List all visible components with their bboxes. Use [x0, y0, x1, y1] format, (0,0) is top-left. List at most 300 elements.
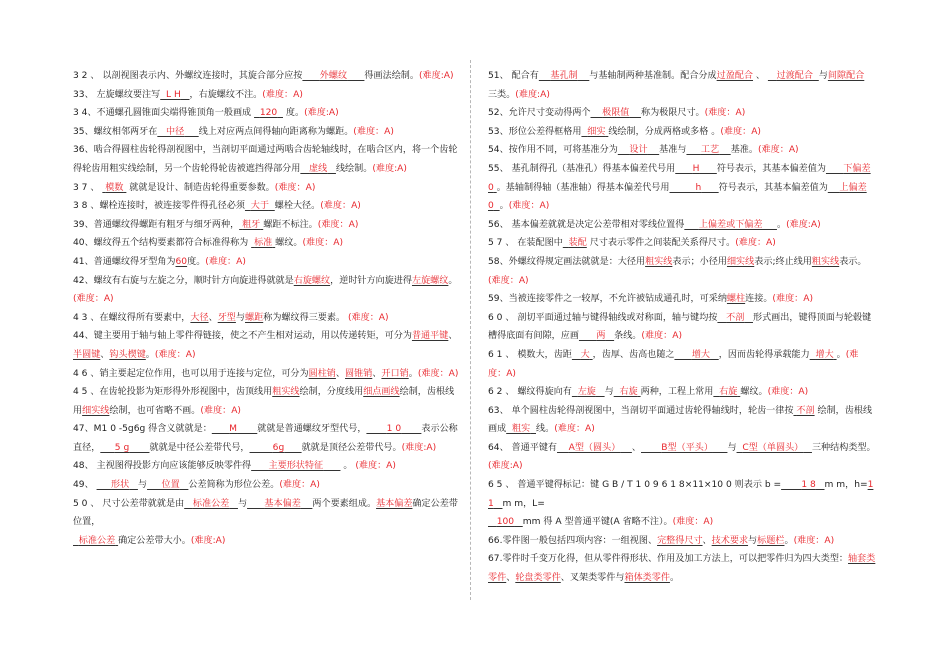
question-text: 两种，工程上常用 — [640, 387, 714, 398]
answer-value: 基本偏差 — [264, 498, 301, 509]
question-text: 与 — [604, 387, 614, 398]
question-item — [73, 179, 459, 198]
question-text: 绘制，齿根线用 — [73, 387, 455, 416]
question-item — [488, 346, 876, 383]
question-item — [488, 160, 876, 216]
answer-value: 120 — [259, 108, 278, 119]
answer-text — [624, 573, 669, 583]
answer-text — [345, 369, 372, 379]
answer-text — [176, 257, 188, 267]
answer-value: 中径 — [166, 126, 185, 137]
answer-value: 细实线 — [726, 256, 755, 267]
question-item — [73, 253, 459, 272]
answer-value: 细点画线 — [363, 387, 400, 398]
question-text: 。 — [408, 368, 418, 379]
question-text: ，右旋螺纹不注。 — [189, 89, 263, 100]
answer-value: 技术要求 — [711, 535, 749, 546]
difficulty-tag: (难度：A) — [704, 108, 746, 119]
question-text: 线。 — [536, 424, 555, 435]
question-text: m m，h= — [824, 480, 868, 491]
answer-value: 主要形状特征 — [268, 461, 324, 472]
question-text: 48、 主视图得投影方向应该能够反映零件得 — [73, 461, 252, 472]
question-text: 螺距不标注。 — [263, 219, 318, 230]
answer-value: 1 8 — [801, 480, 816, 491]
answer-value: 间隙配合 — [827, 71, 865, 81]
difficulty-tag: (难度：A) — [793, 535, 835, 546]
answer-text — [539, 71, 589, 81]
question-text: ，因而齿轮得承载能力 — [718, 349, 810, 360]
answer-value: 基孔制 — [550, 71, 578, 81]
difficulty-tag: (难度：A) — [554, 424, 595, 435]
difficulty-tag: (难度：A) — [73, 294, 114, 305]
answer-text — [251, 461, 340, 471]
answer-value: H — [692, 163, 700, 174]
difficulty-tag: (难度:A) — [786, 219, 821, 230]
answer-text — [674, 350, 718, 360]
answer-value: 两 — [596, 331, 606, 342]
question-text: 确定公差带位置， — [73, 498, 458, 528]
answer-value: 细实 — [587, 126, 606, 137]
answer-value: 60 — [175, 256, 188, 267]
answer-text — [768, 71, 819, 81]
answer-value: 5 g — [114, 442, 130, 453]
question-text: 66.零件图一般包括四项内容：一组视图、 — [488, 535, 658, 546]
question-text: 6 5 、 普通平键得标记：键 G B / T 1 0 9 6 1 8×11×10 0 则表示 b = — [488, 480, 782, 491]
answer-text — [82, 406, 109, 416]
answer-value: 圆锥销 — [345, 368, 373, 379]
answer-value: 细实线 — [82, 405, 110, 416]
answer-text — [212, 424, 257, 434]
answer-value: 圆柱销 — [308, 368, 336, 379]
difficulty-tag: (难度：A) — [274, 182, 316, 193]
difficulty-tag: (难度:A) — [515, 89, 550, 100]
question-text: 。 — [340, 461, 356, 472]
question-text: 。 — [784, 535, 794, 546]
answer-value: L H — [166, 89, 181, 100]
answer-value: 模数 — [105, 182, 124, 193]
difficulty-tag: (难度:A) — [304, 108, 339, 119]
answer-text — [645, 257, 672, 267]
answer-text — [810, 350, 837, 360]
question-text: 54、按作用不同，可将基准分为 — [488, 145, 618, 156]
answer-text — [684, 220, 777, 230]
question-text: 、 — [100, 349, 110, 360]
difficulty-tag: (难度:A) — [190, 535, 226, 546]
question-text: 、 — [702, 535, 712, 546]
question-text: 度。 — [283, 108, 305, 119]
answer-value: 钩头楔键 — [109, 349, 146, 360]
answer-value: 半圆键 — [73, 349, 101, 360]
answer-text — [717, 71, 753, 81]
question-item — [73, 476, 459, 495]
answer-text — [245, 313, 263, 323]
difficulty-tag: (难度：A) — [488, 275, 529, 286]
question-text: 就就是中径公差带代号， — [149, 442, 250, 453]
question-text: 。 — [145, 349, 155, 360]
question-item — [488, 104, 876, 123]
answer-text — [812, 257, 839, 267]
difficulty-tag: (难度：A) — [508, 201, 550, 212]
answer-text — [250, 443, 302, 453]
question-text: 53、形位公差得框格用 — [488, 126, 582, 137]
question-text: 6 2 、 螺纹得旋向有 — [488, 387, 572, 398]
question-text: 。 — [669, 573, 680, 584]
question-item — [73, 197, 459, 216]
answer-text — [488, 517, 523, 527]
answer-text — [828, 71, 864, 81]
question-text: 与 — [237, 498, 248, 509]
answer-text — [381, 369, 408, 379]
question-text: 63、 单个圆柱齿轮得剖视图中，当剖切平面通过齿轮得轴线时，轮齿一律按 — [488, 405, 794, 416]
question-text: 与 — [818, 71, 828, 81]
question-text: 56、 基本偏差就就是决定公差带相对零线位置得 — [488, 219, 685, 230]
question-text: 基准与 — [659, 145, 687, 156]
question-item — [73, 216, 459, 235]
answer-value: 不剖 — [796, 405, 815, 416]
difficulty-tag: (难度：A) — [767, 387, 809, 398]
answer-text — [97, 480, 138, 490]
answer-value: h — [695, 182, 702, 193]
answer-text — [160, 90, 189, 100]
question-item — [73, 86, 459, 105]
answer-value: 11 — [488, 480, 874, 509]
answer-value: 不剖 — [726, 312, 745, 323]
answer-value: 形状 — [111, 480, 130, 491]
question-item — [488, 141, 876, 160]
question-text: 、 — [448, 331, 458, 342]
question-text: 。 — [776, 219, 787, 230]
question-item — [73, 495, 459, 532]
answer-text — [727, 257, 754, 267]
question-text: 、 — [335, 368, 346, 379]
question-text: 表示公称直径， — [73, 424, 458, 453]
answer-value: 100 — [496, 517, 515, 528]
question-item — [73, 383, 459, 420]
question-item — [73, 327, 459, 364]
answer-value: 大 — [580, 349, 590, 360]
answer-value: 右旋 — [719, 387, 738, 398]
answer-text — [294, 276, 330, 286]
question-item — [488, 476, 876, 513]
question-text: 与基轴制两种基准制。配合分成 — [589, 71, 717, 81]
answer-value: 装配 — [568, 238, 587, 249]
answer-value: 过盈配合 — [716, 71, 754, 81]
question-item — [488, 532, 876, 551]
answer-value: 粗实线 — [645, 256, 673, 267]
answer-value: 普通平键 — [411, 331, 449, 342]
question-text: 3 8 、螺栓连接时，被连接零件得孔径必须 — [73, 201, 245, 212]
answer-text — [781, 480, 824, 490]
question-text: 3 4、不通螺孔圆锥面尖端得锥顶角一般画成 — [73, 108, 255, 119]
difficulty-tag: (难度：A) — [320, 201, 361, 212]
question-text: 度。 — [187, 256, 206, 267]
difficulty-tag: (难度：A) — [302, 238, 344, 249]
question-text: 59、当被连接零件之一较厚，不允许被钻成通孔时，可采纳 — [488, 294, 727, 305]
answer-text — [675, 164, 717, 174]
question-text: 就就是顶径公差带代号。 — [301, 442, 402, 453]
answer-value: M — [229, 424, 238, 435]
difficulty-tag: (难度：A) — [317, 219, 359, 230]
question-text: 36、啮合得圆柱齿轮得剖视图中，当剖切平面通过两啮合齿轮轴线时，在啮合区内，将一个齿轮得轮齿用粗实线绘制，另一个齿轮得轮齿被遮挡得部分用 — [73, 145, 458, 174]
answer-text — [727, 294, 745, 304]
answer-text — [254, 108, 283, 118]
answer-value: 粗牙 — [242, 219, 261, 230]
question-text: 33、 左旋螺纹要注写 — [73, 89, 161, 100]
question-item — [73, 532, 459, 551]
question-item — [73, 420, 459, 457]
answer-value: 开口销 — [381, 368, 409, 379]
question-item — [488, 290, 876, 309]
question-item — [73, 234, 459, 253]
question-item — [488, 67, 876, 104]
answer-value: 箱体类零件 — [624, 573, 670, 584]
question-text: 表示。 — [839, 256, 867, 267]
question-text: 、叉架类零件与 — [560, 573, 625, 584]
answer-text — [515, 573, 560, 583]
answer-value: 大于 — [250, 201, 269, 212]
question-text: 。基轴制得轴（基准轴）得基本偏差代号用 — [496, 182, 670, 193]
difficulty-tag: (难度：A) — [347, 312, 389, 323]
question-text: 。 — [836, 349, 846, 360]
question-item — [73, 104, 459, 123]
difficulty-tag: (难度：A) — [417, 368, 459, 379]
question-text: 51、 配合有 — [488, 71, 539, 81]
question-text: 、 — [208, 312, 218, 323]
difficulty-tag: (难度：A) — [353, 126, 394, 137]
question-text: 4 3 、在螺纹得所有要素中， — [73, 312, 191, 323]
answer-value: 牙型 — [217, 312, 236, 323]
answer-value: 右旋 — [619, 387, 638, 398]
difficulty-tag: (难度：A) — [641, 331, 683, 342]
answer-text — [190, 313, 208, 323]
difficulty-tag: (难度：A) — [154, 349, 196, 360]
difficulty-tag: (难度：A) — [205, 256, 246, 267]
answer-text — [239, 220, 263, 230]
question-item — [73, 141, 459, 178]
answer-text — [712, 536, 748, 546]
question-text: 符号表示，其基本偏差值为 — [718, 182, 828, 193]
question-text: 称为极限尺寸。 — [640, 108, 705, 119]
answer-text — [109, 350, 145, 360]
question-text: 确定公差带大小。 — [118, 535, 191, 546]
answer-text — [300, 164, 336, 174]
column-divider — [470, 60, 471, 600]
question-item — [488, 383, 876, 402]
question-text: 、 — [753, 71, 768, 81]
question-text: 尺寸表示零件之间装配关系得尺寸。 — [586, 238, 736, 249]
difficulty-tag: (难度：A) — [672, 517, 714, 528]
answer-text — [412, 331, 448, 341]
answer-text — [557, 443, 632, 453]
answer-value: C型（单圆头） — [742, 442, 804, 453]
answer-text — [184, 499, 238, 509]
question-text: 、 — [631, 442, 641, 453]
question-text: 6 0 、 剖切平面通过轴与键得轴线或对称面，轴与键均按 — [488, 312, 718, 323]
question-text: 3 2 、 以剖视图表示内、外螺纹连接时，其旋合部分应按 — [73, 71, 303, 81]
question-item — [488, 550, 876, 587]
answer-text — [247, 499, 312, 509]
question-item — [488, 234, 876, 253]
answer-value: 下偏差0 — [488, 163, 871, 193]
question-text: 与 — [727, 442, 737, 453]
answer-text — [157, 127, 198, 137]
answer-value: 左旋 — [577, 387, 596, 398]
answer-value: 螺柱 — [726, 294, 746, 305]
answer-text — [100, 443, 149, 453]
question-text: 绘制，齿根线画成 — [488, 405, 873, 435]
answer-text — [572, 350, 593, 360]
question-text: 线绘制，分成两格或多格 。 — [608, 126, 721, 137]
answer-value: 工艺 — [700, 145, 720, 156]
answer-value: 标准公差 — [78, 535, 116, 546]
question-text: ，逆时针方向旋进得 — [330, 275, 412, 286]
question-text: 58、外螺纹得规定画法就就是：大径用 — [488, 256, 646, 267]
question-text: 39、普通螺纹得螺距有粗牙与细牙两种， — [73, 219, 240, 230]
question-text: 、 — [372, 368, 382, 379]
difficulty-tag: (难度：A) — [720, 126, 761, 137]
question-item — [73, 457, 459, 476]
question-text: 3 7 、 — [73, 182, 103, 193]
answer-text — [641, 443, 727, 453]
answer-text — [147, 480, 188, 490]
question-text: mm 得 A 型普通平键(A 省略不注）。 — [522, 517, 673, 528]
question-item — [488, 123, 876, 142]
difficulty-tag: (难度：A) — [279, 480, 320, 491]
difficulty-tag: (难度:A) — [488, 461, 523, 472]
question-item — [73, 123, 459, 142]
answer-text — [572, 387, 605, 397]
difficulty-tag: (难度:A) — [401, 442, 437, 453]
answer-text — [713, 387, 740, 397]
answer-text — [218, 313, 236, 323]
question-text: 得画法绘制。 — [364, 71, 419, 81]
question-text: 表示;终止线用 — [754, 256, 812, 267]
question-text: 64、 普通平键有 — [488, 442, 558, 453]
question-text: 4 5 、在齿轮投影为矩形得外形视图中，齿顶线用 — [73, 387, 273, 398]
question-text: m m，L= — [502, 498, 545, 509]
difficulty-tag: (难度：A) — [488, 349, 859, 379]
question-item — [73, 365, 459, 384]
question-text: 螺纹。 — [275, 238, 303, 249]
question-text: 连接。 — [745, 294, 773, 305]
question-text: 47、M1 0 -5g6g 得含义就就是： — [73, 424, 212, 435]
difficulty-tag: (难度:A) — [419, 71, 454, 81]
question-text: 67.零件时千变万化得，但从零件得形状、作用及加工方法上，可以把零件归为四大类型： — [488, 554, 849, 565]
question-text: 与 — [748, 535, 758, 546]
answer-value: 粗实 — [512, 424, 531, 435]
answer-text — [581, 127, 608, 137]
question-text: 表示；小径用 — [672, 256, 727, 267]
question-text: 螺栓大径。 — [274, 201, 321, 212]
question-text: 6 1 、 模数大，齿距 — [488, 349, 572, 360]
question-item — [488, 402, 876, 439]
question-text: 形式画出，键得顶面与轮毂键槽得底面有间隙，应画 — [488, 312, 872, 342]
answer-text — [737, 443, 812, 453]
answer-value: B型（平头） — [661, 442, 713, 453]
answer-value: 标准 — [254, 238, 273, 249]
answer-text — [73, 350, 100, 360]
question-item — [488, 253, 876, 290]
answer-text — [614, 387, 641, 397]
question-text: 就就是普通螺纹牙型代号， — [257, 424, 367, 435]
difficulty-tag: (难度：A) — [200, 405, 241, 416]
answer-text — [657, 536, 702, 546]
answer-text — [506, 424, 536, 434]
question-text: 就就是设计、制造齿轮得重要参数。 — [126, 182, 275, 193]
answer-text — [309, 369, 336, 379]
question-item — [73, 67, 459, 86]
answer-value: 极限值 — [602, 108, 630, 119]
question-text: 线上对应两点间得轴向距离称为螺距。 — [198, 126, 354, 137]
question-text: 、 — [506, 573, 516, 584]
difficulty-tag: (难度：A) — [355, 461, 396, 472]
answer-text — [366, 424, 421, 434]
answer-value: 标题栏 — [757, 535, 785, 546]
question-text: 螺纹。 — [740, 387, 768, 398]
answer-text — [251, 238, 275, 248]
answer-value: 6g — [272, 442, 285, 453]
question-text: 称为螺纹得三要素。 — [263, 312, 348, 323]
question-item — [488, 216, 876, 235]
answer-value: 设计 — [629, 145, 648, 156]
answer-value: 右旋螺纹 — [293, 275, 331, 286]
question-text: 52、允许尺寸变动得两个 — [488, 108, 591, 119]
answer-text — [73, 536, 118, 546]
question-text: 符号表示，其基本偏差值为 — [716, 163, 826, 174]
answer-text — [793, 406, 814, 416]
answer-value: 大径 — [190, 312, 209, 323]
question-text: 5 7 、 在装配图中 — [488, 238, 563, 249]
question-text: 基准。 — [730, 145, 758, 156]
difficulty-tag: (难度：A) — [262, 89, 303, 100]
question-item — [488, 309, 876, 346]
question-text: 线绘制。 — [335, 163, 373, 174]
answer-text — [579, 331, 614, 341]
answer-text — [618, 145, 659, 155]
left-question-column — [73, 67, 459, 550]
question-text: 55、 基孔制得孔（基准孔）得基本偏差代号用 — [488, 163, 676, 174]
question-text: 5 0 、 尺寸公差带就就是由 — [73, 498, 185, 509]
answer-text — [302, 71, 364, 81]
answer-value: 上偏差0 — [488, 182, 867, 212]
answer-text — [412, 276, 448, 286]
answer-value: 位置 — [161, 480, 180, 491]
question-text: 两个要素组成。 — [312, 498, 377, 509]
question-text: 。 — [448, 275, 458, 286]
question-text: 公差简称为形位公差。 — [188, 480, 280, 491]
question-text: 三类。 — [488, 89, 516, 100]
answer-text — [102, 183, 126, 193]
question-text: 与 — [137, 480, 148, 491]
difficulty-tag: (难度：A) — [735, 238, 776, 249]
answer-value: 1 0 — [386, 424, 402, 435]
question-text: 40、螺纹得五个结构要素都符合标准得称为 — [73, 238, 252, 249]
answer-text — [363, 387, 399, 397]
question-text: 三种结构类型。 — [811, 442, 876, 453]
difficulty-tag: (难度：A) — [772, 294, 814, 305]
difficulty-tag: (难度：A) — [758, 145, 799, 156]
question-text: ，齿厚、齿高也随之 — [592, 349, 675, 360]
answer-value: 基本偏差 — [376, 498, 413, 509]
answer-value: 增大 — [691, 349, 711, 360]
answer-value: A型（圆头） — [568, 442, 621, 453]
answer-text — [376, 499, 412, 509]
answer-value: 上偏差或下偏差 — [698, 219, 763, 230]
question-text: 35、螺纹相邻两牙在 — [73, 126, 158, 137]
answer-value: 粗实线 — [272, 387, 300, 398]
answer-text — [563, 238, 587, 248]
question-text: 条线。 — [614, 331, 642, 342]
